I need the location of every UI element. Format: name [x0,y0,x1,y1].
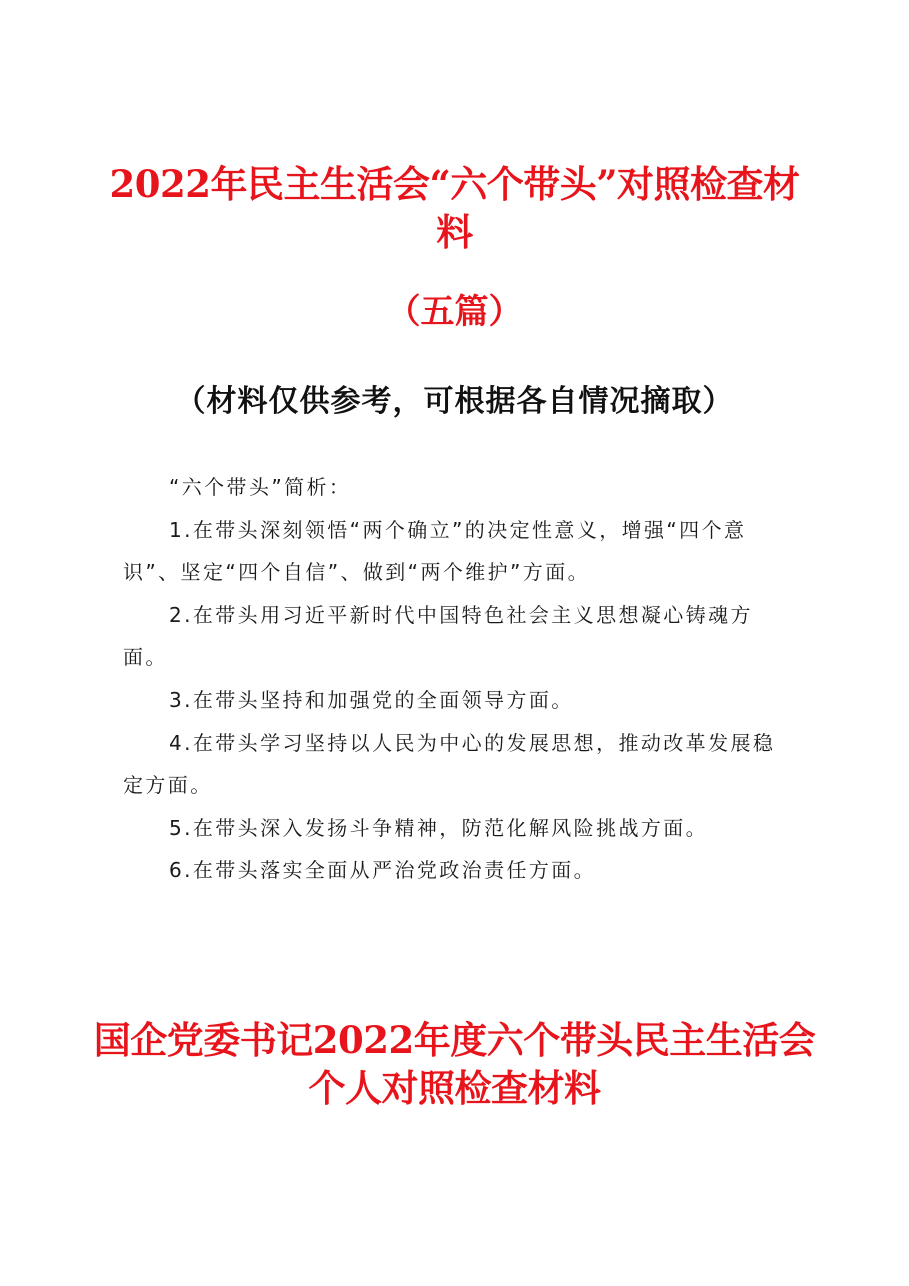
section-title: 国企党委书记2022年度六个带头民主生活会个人对照检查材料 [93,1018,816,1110]
list-item: 2.在带头用习近平新时代中国特色社会主义思想凝心铸魂方面。 [123,602,753,670]
list-item: 6.在带头落实全面从严治党政治责任方面。 [169,858,597,883]
list-item: 1.在带头深刻领悟“两个确立”的决定性意义，增强“四个意识”、坚定“四个自信”、做到“两个维护”方面。 [123,517,747,585]
list-item: 4.在带头学习坚持以人民为中心的发展思想，推动改革发展稳定方面。 [123,730,776,798]
list-item: 5.在带头深入发扬斗争精神，防范化解风险挑战方面。 [169,815,709,840]
list-item: 3.在带头坚持和加强党的全面领导方面。 [169,687,574,712]
reference-note: （材料仅供参考，可根据各自情况摘取） [175,384,734,419]
body-text [123,466,795,892]
document-subtitle: （五篇） [386,292,523,332]
document-title: 2022年民主生活会“六个带头”对照检查材料 [109,162,800,254]
intro-paragraph: “六个带头”简析： [169,475,352,499]
